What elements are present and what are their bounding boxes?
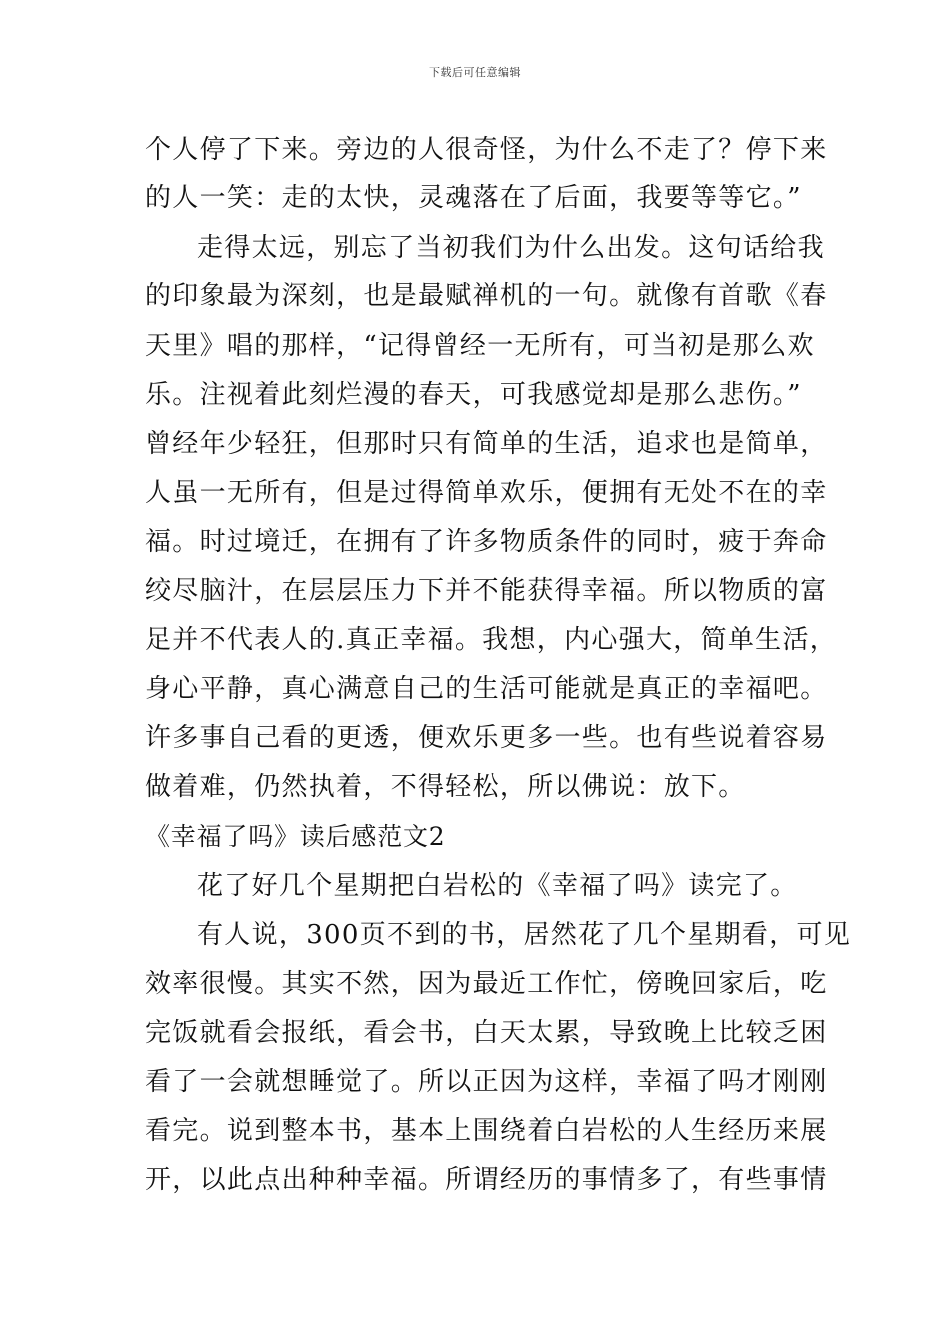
text-line: 效率很慢。其实不然，因为最近工作忙，傍晚回家后，吃 xyxy=(145,969,828,999)
text-line: 看完。说到整本书，基本上围绕着白岩松的人生经历来展 xyxy=(145,1116,828,1146)
paragraph-start-line: 有人说，300页不到的书，居然花了几个星期看，可见 xyxy=(197,920,852,950)
text-line: 开，以此点出种种幸福。所谓经历的事情多了，有些事情 xyxy=(145,1165,828,1195)
page-header: 下载后可任意编辑 xyxy=(429,66,521,79)
text-line: 人虽一无所有，但是过得简单欢乐，便拥有无处不在的幸 xyxy=(145,478,828,508)
text-line: 做着难，仍然执着，不得轻松，所以佛说：放下。 xyxy=(145,772,746,802)
text-line: 个人停了下来。旁边的人很奇怪，为什么不走了？停下来 xyxy=(145,135,828,165)
text-line: 乐。注视着此刻烂漫的春天，可我感觉却是那么悲伤。” xyxy=(145,380,802,410)
paragraph-start-line: 走得太远，别忘了当初我们为什么出发。这句话给我 xyxy=(197,233,825,263)
text-line: 福。时过境迁，在拥有了许多物质条件的同时，疲于奔命 xyxy=(145,527,828,557)
text-line: 曾经年少轻狂，但那时只有简单的生活，追求也是简单， xyxy=(145,429,828,459)
text-line: 天里》唱的那样，“记得曾经一无所有，可当初是那么欢 xyxy=(145,331,815,361)
text-line: 的人一笑：走的太快，灵魂落在了后面，我要等等它。” xyxy=(145,183,802,213)
text-line: 足并不代表人的.真正幸福。我想，内心强大，简单生活， xyxy=(145,625,838,655)
text-line: 许多事自己看的更透，便欢乐更多一些。也有些说着容易 xyxy=(145,723,828,753)
text-line: 看了一会就想睡觉了。所以正因为这样，幸福了吗才刚刚 xyxy=(145,1067,828,1097)
paragraph-start-line: 花了好几个星期把白岩松的《幸福了吗》读完了。 xyxy=(197,871,798,901)
text-line: 完饭就看会报纸，看会书，白天太累，导致晚上比较乏困 xyxy=(145,1018,828,1048)
text-line: 绞尽脑汁，在层层压力下并不能获得幸福。所以物质的富 xyxy=(145,576,828,606)
text-line: 的印象最为深刻，也是最赋禅机的一句。就像有首歌《春 xyxy=(145,281,828,311)
section-heading: 《幸福了吗》读后感范文2 xyxy=(145,822,446,851)
text-line: 身心平静，真心满意自己的生活可能就是真正的幸福吧。 xyxy=(145,674,828,704)
